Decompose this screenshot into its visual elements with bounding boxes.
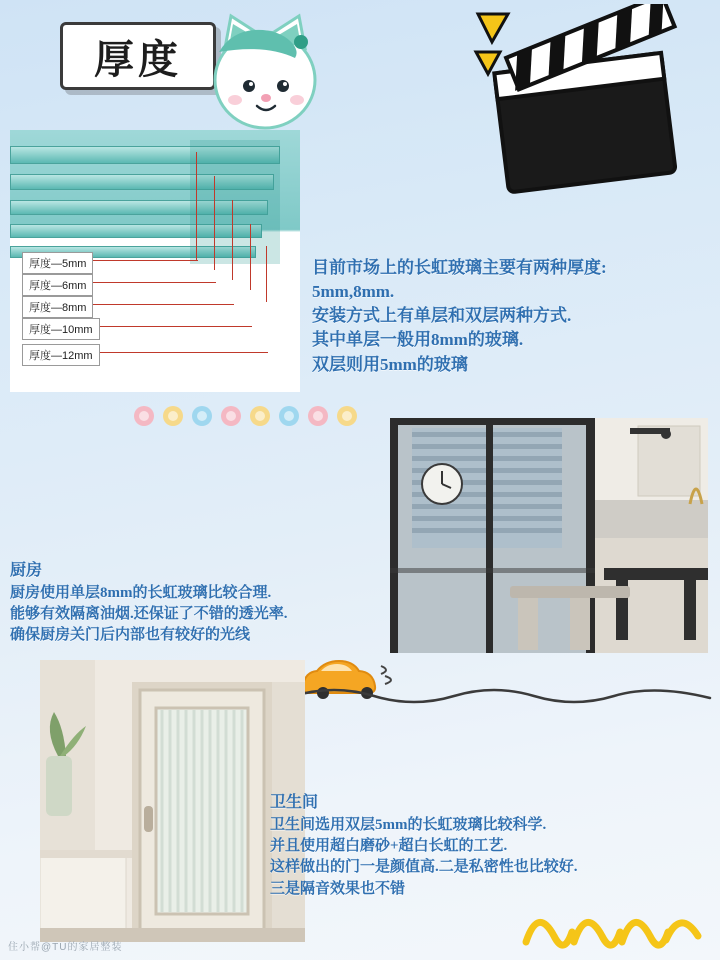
thickness-note-line-3: 安装方式上有单层和双层两种方式.: [312, 306, 572, 326]
bathroom-line-4: 三是隔音效果也不错: [270, 880, 406, 897]
watermark: 住小帮@TU的家居整装: [8, 942, 123, 953]
glass-label-12mm: 厚度—12mm: [22, 344, 100, 366]
page-title: 厚度: [94, 36, 182, 82]
clapperboard-icon: [470, 4, 700, 204]
cat-mascot-icon: [205, 8, 325, 140]
thickness-note-line-1: 目前市场上的长虹玻璃主要有两种厚度:: [312, 258, 607, 277]
candy-divider: [134, 404, 434, 428]
bathroom-heading: 卫生间: [270, 794, 319, 811]
thickness-note-line-2: 5mm,8mm.: [312, 282, 395, 302]
glass-label-5mm: 厚度—5mm: [22, 252, 93, 274]
divider-squiggle: [292, 680, 712, 706]
bathroom-note: [270, 792, 578, 900]
kitchen-photo: [390, 418, 708, 653]
bathroom-line-1: 卫生间选用双层5mm的长虹玻璃比较科学.: [270, 816, 547, 833]
kitchen-line-3: 确保厨房关门后内部也有较好的光线: [10, 627, 251, 644]
glass-label-8mm: 厚度—8mm: [22, 296, 93, 318]
thickness-note-line-5: 双层则用5mm的玻璃: [312, 354, 468, 374]
bathroom-line-2: 并且使用超白磨砂+超白长虹的工艺.: [270, 838, 508, 855]
bathroom-line-3: 这样做出的门一是颜值高.二是私密性也比较好.: [270, 859, 578, 876]
kitchen-line-1: 厨房使用单层8mm的长虹玻璃比较合理.: [10, 584, 272, 601]
glass-label-6mm: 厚度—6mm: [22, 274, 93, 296]
thickness-note: [312, 256, 607, 377]
thickness-note-line-4: 其中单层一般用8mm的玻璃.: [312, 330, 524, 350]
kitchen-line-2: 能够有效隔离油烟.还保证了不错的透光率.: [10, 606, 288, 623]
bathroom-door-photo: [40, 660, 305, 942]
glass-label-10mm: 厚度—10mm: [22, 318, 100, 340]
kitchen-heading: 厨房: [10, 562, 43, 579]
glass-thickness-photo: [10, 130, 300, 392]
page-title-box: [60, 22, 216, 90]
kitchen-note: [10, 560, 288, 647]
yellow-scribble-icon: [520, 898, 710, 954]
